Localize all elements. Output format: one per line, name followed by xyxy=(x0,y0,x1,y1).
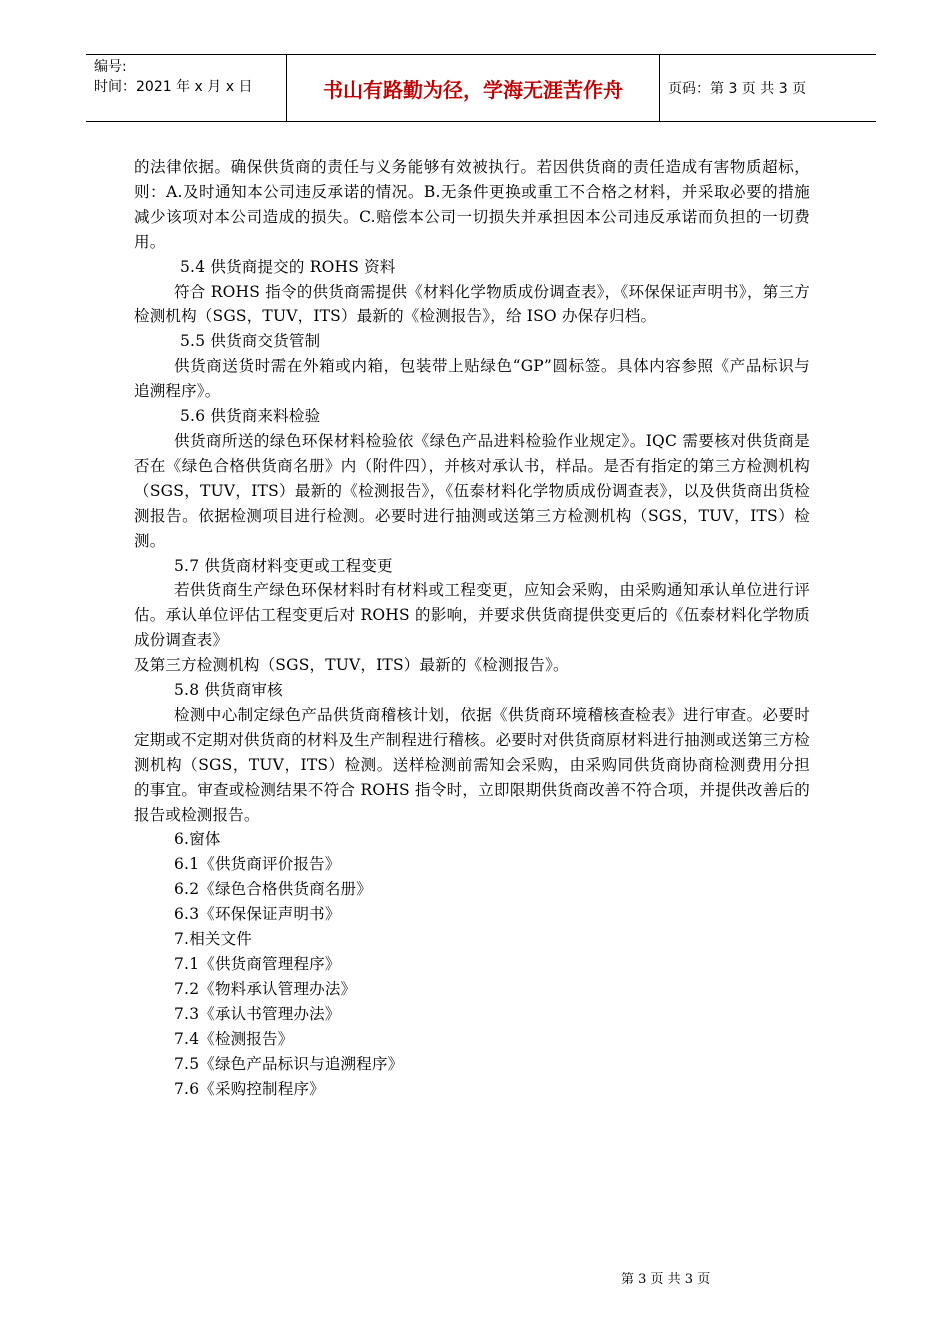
body-paragraph: 检测中心制定绿色产品供货商稽核计划，依据《供货商环境稽核查检表》进行审查。必要时定期或不定期对供货商的材料及生产制程进行稽核。必要时对供货商原材料进行抽测或送第三方检测机构（SGS，TUV，ITS）检测。送样检测前需知会采购，由采购同供货商协商检测费用分担的事宜。审查或检测结果不符合 ROHS 指令时，立即限期供货商改善不符合项，并提供改善后的报告或检测报告。 xyxy=(134,705,810,824)
section-heading: 5.8 供货商审核 xyxy=(174,681,283,700)
body-paragraph: 供货商所送的绿色环保材料检验依《绿色产品进料检验作业规定》。IQC 需要核对供货商是否在《绿色合格供货商名册》内（附件四），并核对承认书，样品。是否有指定的第三方检测机构（SGS，TUV，ITS）最新的《检测报告》，《伍泰材料化学物质成份调查表》，以及供货商出货检测报告。依据检测项目进行检测。必要时进行抽测或送第三方检测机构（SGS，TUV，ITS）检测。 xyxy=(134,431,810,550)
list-item: 7.1《供货商管理程序》 xyxy=(174,955,341,973)
list-item: 7.5《绿色产品标识与追溯程序》 xyxy=(174,1054,404,1073)
list-item: 7.6《采购控制程序》 xyxy=(174,1079,325,1098)
list-item: 7.4《检测报告》 xyxy=(174,1029,294,1048)
body-paragraph: 符合 ROHS 指令的供货商需提供《材料化学物质成份调查表》，《环保保证声明书》，第三方检测机构（SGS，TUV，ITS）最新的《检测报告》，给 ISO 办保存归档。 xyxy=(134,282,810,326)
page-footer: 第 3 页 共 3 页 xyxy=(621,1272,711,1287)
section-heading: 6.窗体 xyxy=(174,830,221,849)
document-number-label: 编号: xyxy=(94,59,127,75)
document-body xyxy=(134,155,810,1101)
list-item: 6.3《环保保证声明书》 xyxy=(174,905,341,924)
header-meta xyxy=(86,55,286,121)
section-heading: 5.7 供货商材料变更或工程变更 xyxy=(174,556,393,575)
document-time-label: 时间：2021 年 x 月 x 日 xyxy=(94,79,253,95)
body-paragraph: 及第三方检测机构（SGS，TUV，ITS）最新的《检测报告》。 xyxy=(134,656,569,675)
list-item: 6.1《供货商评价报告》 xyxy=(174,855,341,874)
section-heading: 5.6 供货商来料检验 xyxy=(180,407,321,426)
section-heading: 5.5 供货商交货管制 xyxy=(180,332,321,351)
body-paragraph: 供货商送货时需在外箱或内箱，包装带上贴绿色“GP”圆标签。具体内容参照《产品标识与追溯程序》。 xyxy=(134,357,810,401)
header-motto: 书山有路勤为径，学海无涯苦作舟 xyxy=(286,55,660,121)
list-item: 7.2《物料承认管理办法》 xyxy=(174,979,357,998)
list-item: 6.2《绿色合格供货商名册》 xyxy=(174,880,372,899)
header-page-number: 页码：第 3 页 共 3 页 xyxy=(668,81,807,97)
body-paragraph: 的法律依据。确保供货商的责任与义务能够有效被执行。若因供货商的责任造成有害物质超标，则：A.及时通知本公司违反承诺的情况。B.无条件更换或重工不合格之材料，并采取必要的措施减少该项对本公司造成的损失。C.赔偿本公司一切损失并承担因本公司违反承诺而负担的一切费用。 xyxy=(134,158,810,251)
list-item: 7.3《承认书管理办法》 xyxy=(174,1004,341,1023)
section-heading: 5.4 供货商提交的 ROHS 资料 xyxy=(180,257,396,276)
body-paragraph: 若供货商生产绿色环保材料时有材料或工程变更，应知会采购，由采购通知承认单位进行评估。承认单位评估工程变更后对 ROHS 的影响，并要求供货商提供变更后的《伍泰材料化学物质成份调查表》 xyxy=(134,581,810,650)
document-header xyxy=(86,54,876,122)
section-heading: 7.相关文件 xyxy=(174,930,252,949)
